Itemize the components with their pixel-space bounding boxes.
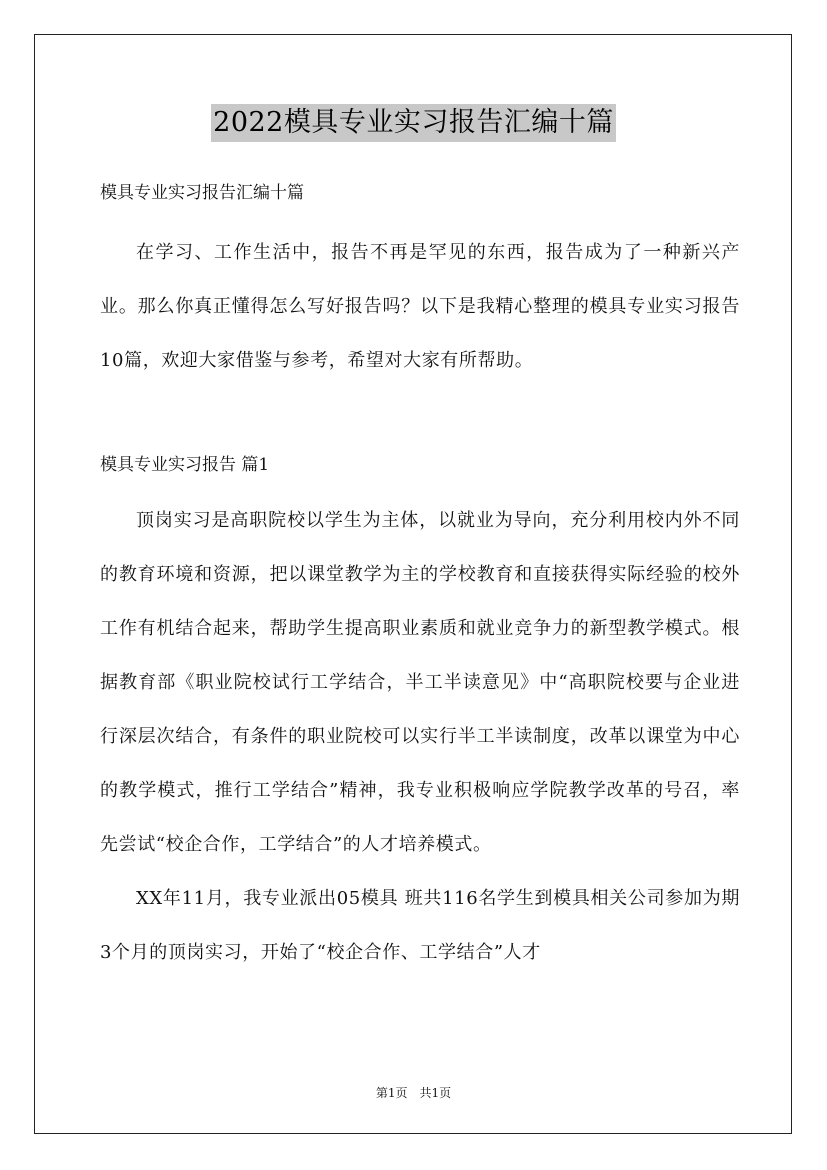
section-heading: 模具专业实习报告 篇1 <box>100 455 270 475</box>
intro-block <box>100 176 740 388</box>
document-subtitle: 模具专业实习报告汇编十篇 <box>100 183 304 203</box>
intro-paragraph: 在学习、工作生活中，报告不再是罕见的东西，报告成为了一种新兴产业。那么你真正懂得怎么写好报告吗？以下是我精心整理的模具专业实习报告10篇，欢迎大家借鉴与参考，希望对大家有所帮助。 <box>100 242 740 371</box>
title-container <box>0 104 827 142</box>
page-footer: 第1页 共1页 <box>375 1086 452 1100</box>
body-paragraph: 顶岗实习是高职院校以学生为主体，以就业为导向，充分利用校内外不同的教育环境和资源，把以课堂教学为主的学校教育和直接获得实际经验的校外工作有机结合起来，帮助学生提高职业素质和就业竞争力的新型教学模式。根据教育部《职业院校试行工学结合，半工半读意见》中“高职院校要与企业进行深层次结合，有条件的职业院校可以实行半工半读制度，改革以课堂为中心的教学模式，推行工学结合”精神，我专业积极响应学院教学改革的号召，率先尝试“校企合作，工学结合”的人才培养模式。 <box>100 510 740 855</box>
document-title: 2022模具专业实习报告汇编十篇 <box>211 104 616 142</box>
body-paragraph: XX年11月，我专业派出05模具 班共116名学生到模具相关公司参加为期3个月的顶岗实习，开始了“校企合作、工学结合”人才 <box>100 888 740 963</box>
section-body <box>100 494 740 980</box>
